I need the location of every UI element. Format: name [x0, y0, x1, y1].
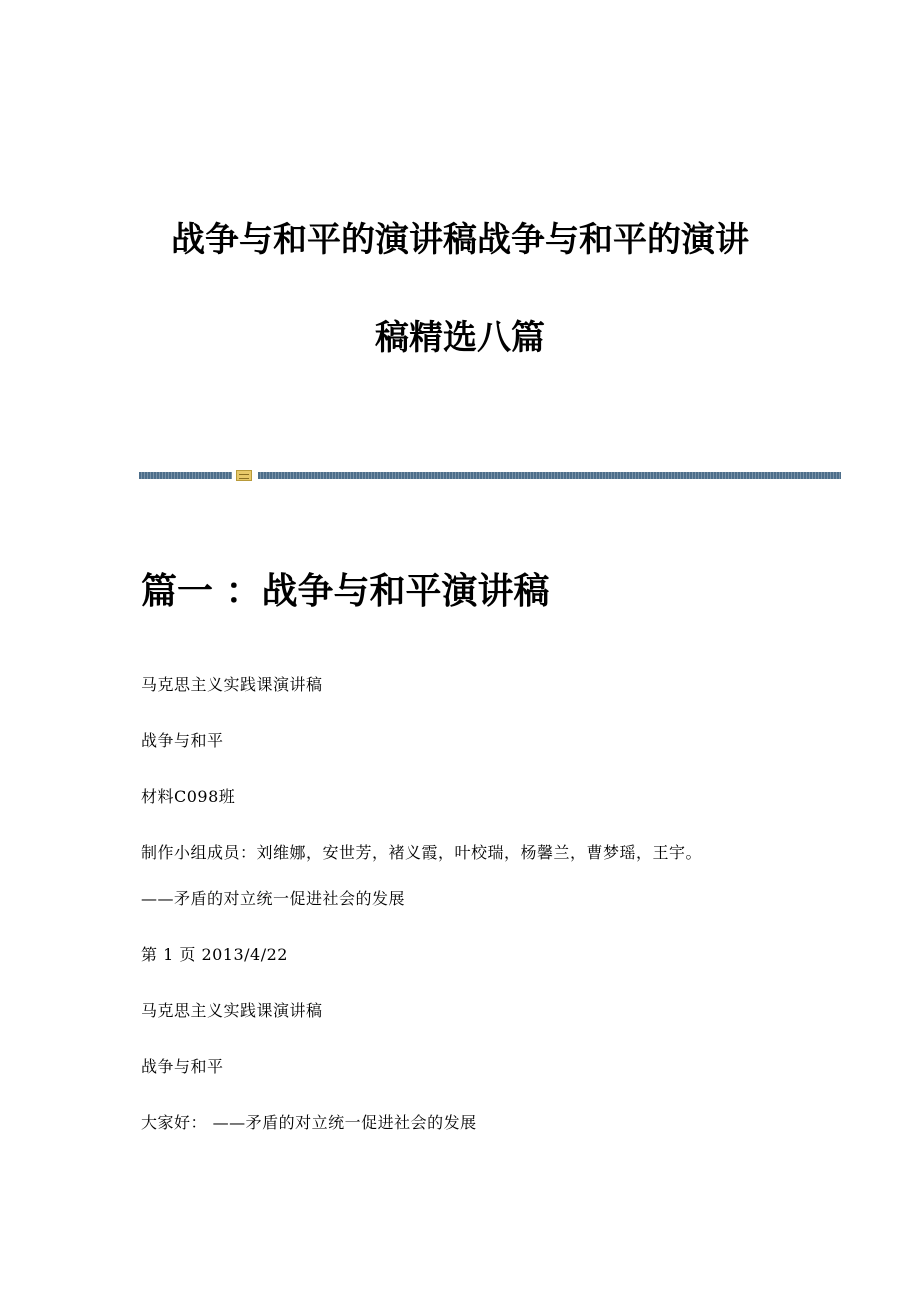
paragraph-class: 材料C098班	[141, 787, 236, 806]
section-divider	[139, 470, 841, 480]
paragraph-topic-repeat: 战争与和平	[141, 1057, 224, 1076]
divider-ornament-icon	[236, 470, 252, 481]
paragraph-subtitle: ——矛盾的对立统一促进社会的发展	[141, 889, 406, 908]
paragraph-course-title: 马克思主义实践课演讲稿	[141, 675, 323, 694]
paragraph-course-title-repeat: 马克思主义实践课演讲稿	[141, 1001, 323, 1020]
paragraph-page-date: 第 1 页 2013/4/22	[141, 945, 288, 964]
paragraph-members: 制作小组成员：刘维娜，安世芳，褚义霞，叶校瑞，杨馨兰，曹梦瑶，王宇。	[141, 843, 703, 862]
paragraph-topic: 战争与和平	[141, 731, 224, 750]
divider-bar-left	[139, 472, 232, 479]
document-title-line-1: 战争与和平的演讲稿战争与和平的演讲	[171, 220, 749, 260]
document-title-line-2: 稿精选八篇	[375, 318, 545, 358]
section-heading: 篇一 ：战争与和平演讲稿	[141, 571, 550, 612]
divider-bar-right	[258, 472, 841, 479]
paragraph-greeting: 大家好： ——矛盾的对立统一促进社会的发展	[141, 1113, 477, 1132]
